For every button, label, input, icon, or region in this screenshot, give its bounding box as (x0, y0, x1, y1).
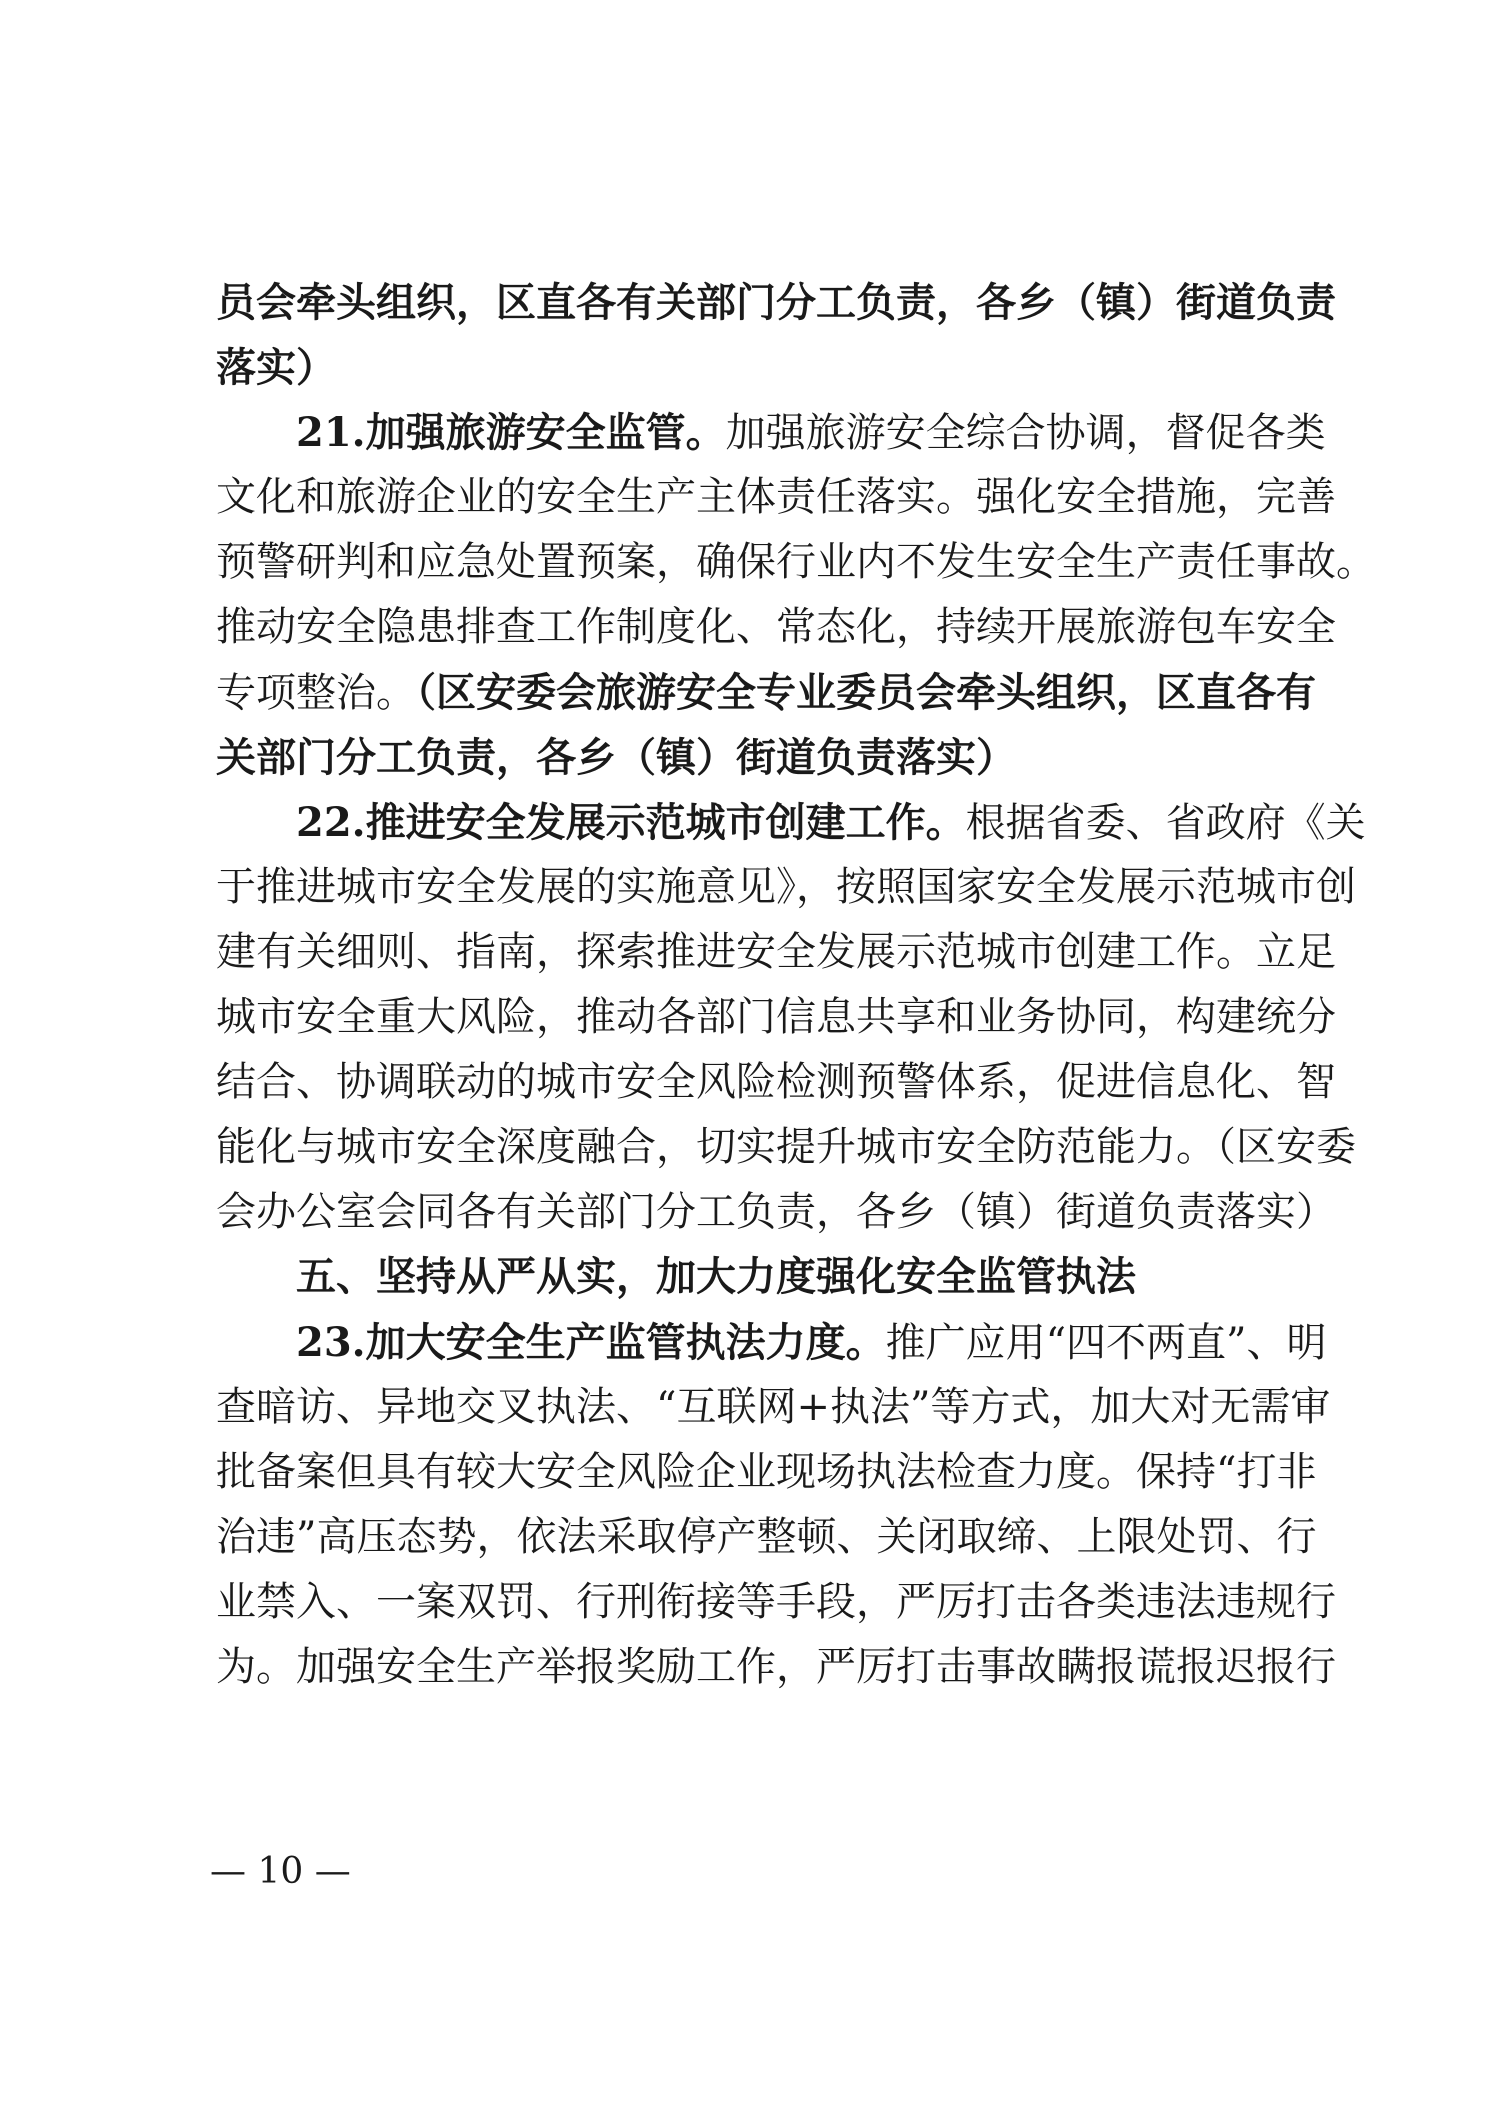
text-line (216, 660, 1316, 725)
text-line (216, 725, 1311, 790)
item-23-first-line (216, 1310, 1327, 1375)
text-line (216, 1570, 1336, 1635)
text-line (216, 855, 1356, 920)
text-span: 业禁入、一案双罚、行刑衔接等手段，严厉打击各类违法违规行 (216, 1579, 1336, 1625)
text-line (216, 465, 1336, 530)
text-line (216, 1375, 1331, 1440)
item-21-title: 21.加强旅游安全监管。 (296, 409, 726, 456)
item-22-title: 22.推进安全发展示范城市创建工作。 (296, 799, 966, 846)
responsibility-note: 关部门分工负责，各乡（镇）街道负责落实） (216, 734, 1016, 781)
text-line (216, 530, 1376, 595)
text-line (216, 1505, 1317, 1570)
text-span: 建有关细则、指南，探索推进安全发展示范城市创建工作。立足 (216, 929, 1336, 975)
item-23-title: 23.加大安全生产监管执法力度。 (296, 1319, 886, 1366)
text-span: 于推进城市安全发展的实施意见》，按照国家安全发展示范城市创 (216, 864, 1356, 910)
section-heading-text: 五、坚持从严从实，加大力度强化安全监管执法 (296, 1254, 1136, 1300)
text-line (216, 1635, 1336, 1700)
text-line (216, 595, 1336, 660)
section-heading (216, 1245, 1311, 1310)
text-span: 治违”高压态势，依法采取停产整顿、关闭取缔、上限处罚、行 (216, 1514, 1317, 1560)
item-22-first-line (216, 790, 1366, 855)
text-span: 为。加强安全生产举报奖励工作，严厉打击事故瞒报谎报迟报行 (216, 1644, 1336, 1690)
text-span: 专项整治。 (216, 670, 416, 716)
text-span: 文化和旅游企业的安全生产主体责任落实。强化安全措施，完善 (216, 474, 1336, 520)
text-line (216, 1180, 1336, 1245)
text-span: 落实） (216, 344, 336, 391)
text-span: 查暗访、异地交叉执法、“互联网+执法”等方式，加大对无需审 (216, 1384, 1331, 1430)
text-span: 会办公室会同各有关部门分工负责，各乡（镇）街道负责落实） (216, 1189, 1336, 1235)
text-span: 根据省委、省政府《关 (965, 800, 1366, 846)
document-body (216, 270, 1376, 1700)
text-span: 员会牵头组织，区直各有关部门分工负责，各乡（镇）街道负责 (216, 279, 1336, 326)
text-line (216, 985, 1336, 1050)
page-number: — 10 — (210, 1851, 351, 1892)
text-line (216, 1050, 1336, 1115)
text-span: 推广应用“四不两直”、明 (885, 1320, 1327, 1366)
text-span: 结合、协调联动的城市安全风险检测预警体系，促进信息化、智 (216, 1059, 1336, 1105)
text-line (216, 270, 1336, 335)
text-line (216, 1440, 1317, 1505)
text-span: 城市安全重大风险，推动各部门信息共享和业务协同，构建统分 (216, 994, 1336, 1040)
text-span: 加强旅游安全综合协调，督促各类 (725, 410, 1326, 456)
text-span: 推动安全隐患排查工作制度化、常态化，持续开展旅游包车安全 (216, 604, 1336, 650)
text-line (216, 920, 1336, 985)
responsibility-note: （区安委会旅游安全专业委员会牵头组织，区直各有 (416, 669, 1316, 716)
text-line (216, 1115, 1356, 1180)
item-21-first-line (216, 400, 1326, 465)
text-span: 能化与城市安全深度融合，切实提升城市安全防范能力。（区安委 (216, 1124, 1356, 1170)
text-span: 批备案但具有较大安全风险企业现场执法检查力度。保持“打非 (216, 1449, 1317, 1495)
text-line (216, 335, 1311, 400)
text-span: 预警研判和应急处置预案，确保行业内不发生安全生产责任事故。 (216, 539, 1376, 585)
